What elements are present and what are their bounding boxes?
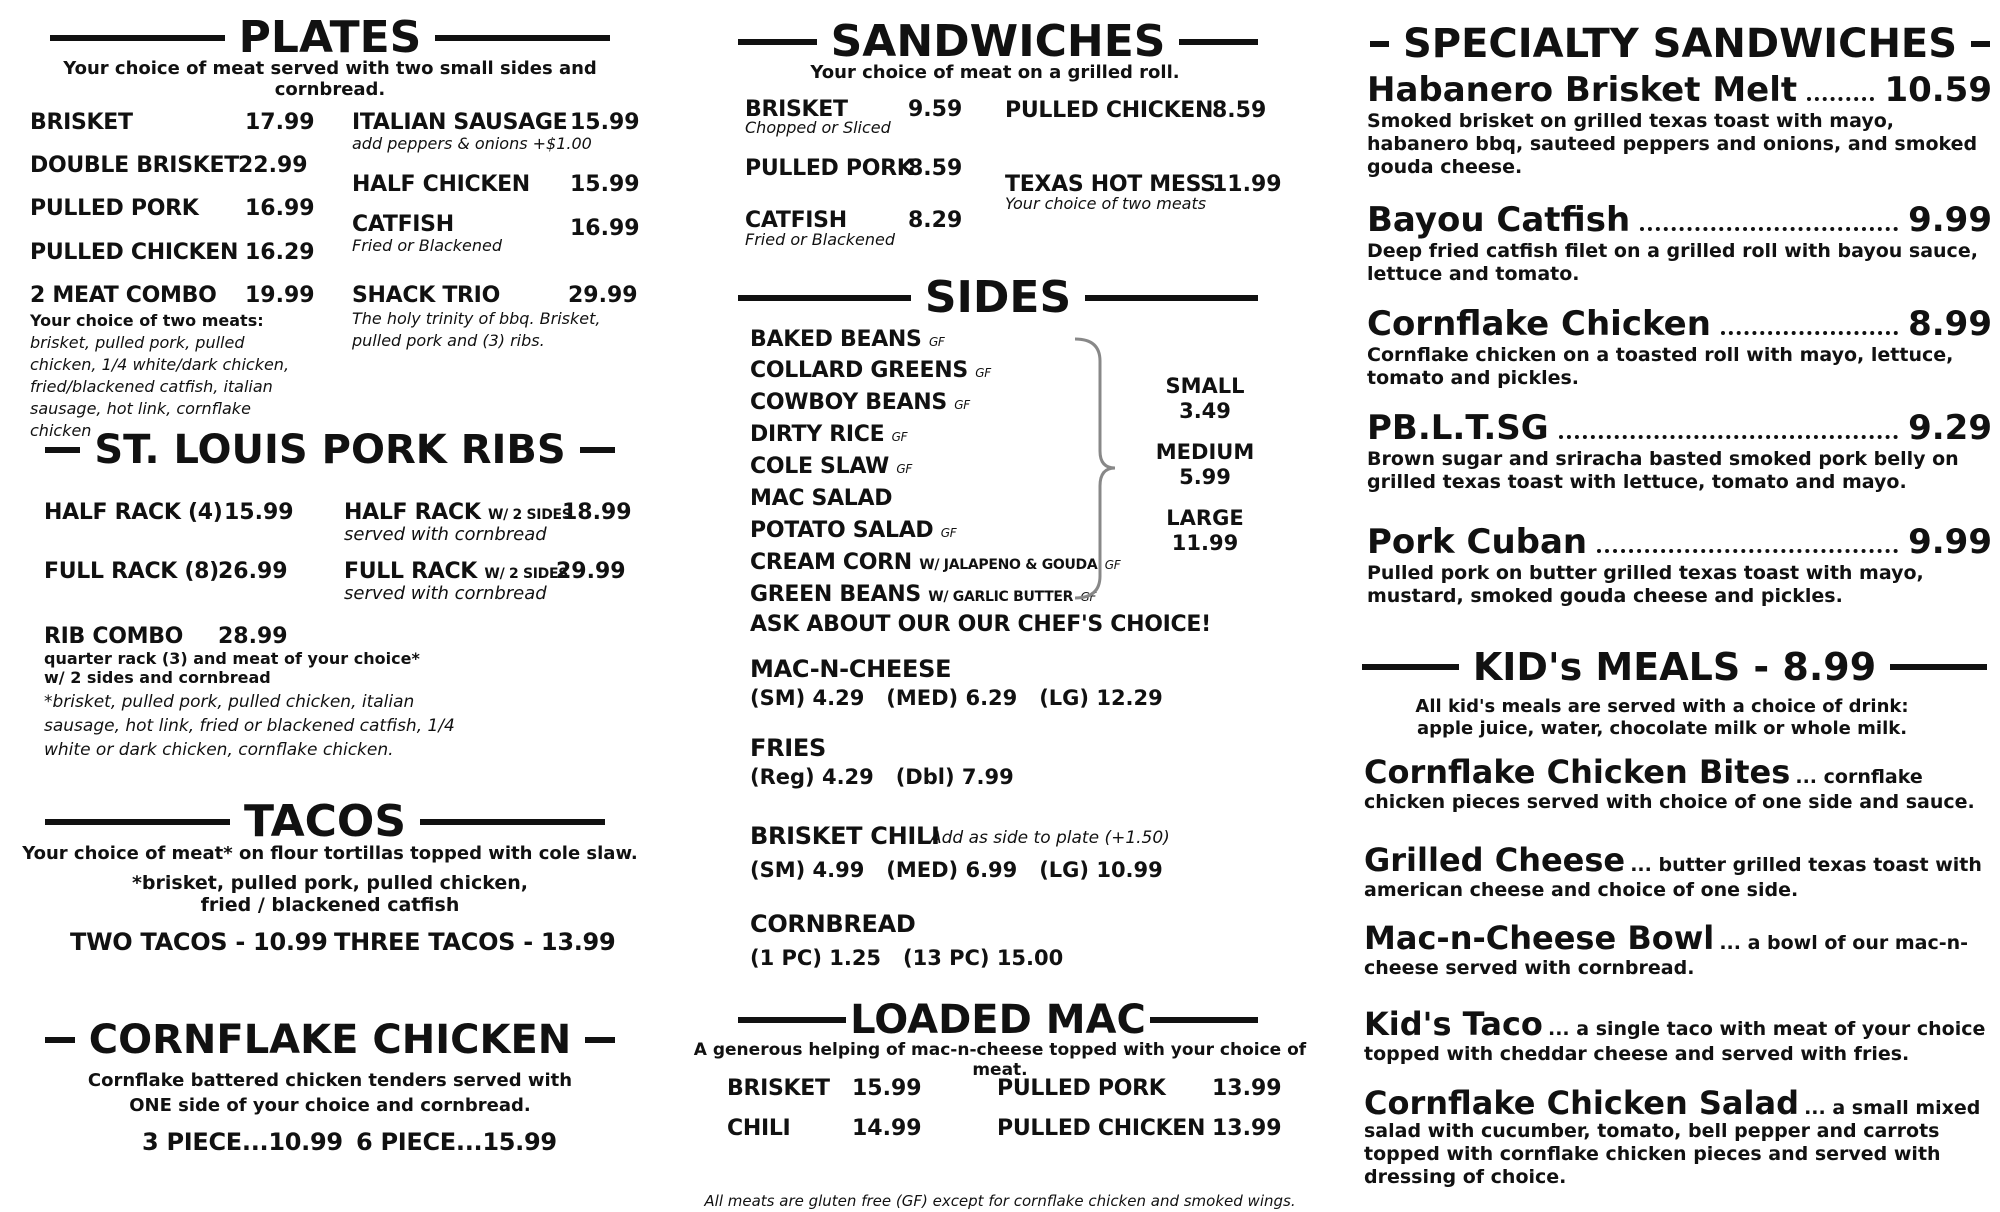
size-label: MEDIUM [1155,440,1255,464]
specialty-item-name: Cornflake Chicken [1367,304,1711,344]
rib-combo-line1: quarter rack (3) and meat of your choice* [44,649,420,668]
menu-item-name: PULLED PORK [30,196,199,221]
gf-badge: GF [891,430,908,444]
divider [738,295,911,301]
kids-item-desc: ... cornflake chicken pieces served with choice of one side and sauce. [1364,766,1975,813]
menu-item-price: 8.59 [908,156,963,181]
divider [1179,39,1258,45]
menu-item-name: PULLED CHICKEN [1005,98,1214,123]
brisket-chili-note: Add as side to plate (+1.50) [930,828,1170,848]
loaded-mac-subtitle: A generous helping of mac-n-cheese topped with your choice of meat. [693,1040,1307,1080]
combo-note-lead: Your choice of two meats: [30,311,264,330]
divider [580,447,615,453]
menu-item-note: Your choice of two meats [1005,194,1207,213]
menu-item-name: TEXAS HOT MESS [1005,172,1216,197]
divider [45,447,80,453]
menu-item-price: 9.59 [908,97,963,122]
tacos-meats-2: fried / blackened catfish [200,894,460,916]
menu-item-note: Fried or Blackened [352,236,503,255]
kids-item-desc: ... a small mixed salad with cucumber, tomato, bell pepper and carrots topped with cornflake chicken pieces and served with dressing of choice. [1364,1097,1981,1188]
side-item-name: GREEN BEANS [750,582,921,607]
sandwiches-header [738,16,1258,67]
side-item-name: MAC SALAD [750,486,893,511]
fries-title: FRIES [750,734,826,762]
side-item [750,454,912,479]
menu-item-price: 15.99 [570,172,640,197]
menu-item-note: Fried or Blackened [745,230,896,249]
size-price: 11.99 [1171,531,1239,555]
menu-item-price: 16.99 [570,216,640,241]
menu-item-name: BRISKET [727,1076,830,1101]
divider [1370,41,1389,47]
menu-item-name: PULLED CHICKEN [997,1116,1206,1141]
gf-badge: GF [896,462,912,476]
menu-item-price: 18.99 [562,500,632,525]
fries-prices: (Reg) 4.29 (Dbl) 7.99 [750,765,1014,789]
kids-item-desc: ... a bowl of our mac-n-cheese served with cornbread. [1364,932,1969,979]
menu-item-name: RIB COMBO [44,624,184,649]
size-label: LARGE [1166,506,1244,530]
menu-item-name: BRISKET [745,97,848,122]
divider [45,819,230,825]
kids-item [1364,753,1989,815]
side-item-name: COLE SLAW [750,454,890,479]
divider [1150,1017,1258,1023]
side-item-name: POTATO SALAD [750,518,934,543]
side-item [750,422,907,447]
tacos-title: TACOS [243,796,407,847]
menu-item-name [344,559,568,584]
menu-item-name: HALF CHICKEN [352,172,530,197]
kids-title: KID's MEALS - 8.99 [1472,645,1877,689]
specialty-item-price: 9.99 [1908,522,1992,562]
specialty-item-name: Habanero Brisket Melt [1367,70,1798,110]
specialty-item-name: Bayou Catfish [1367,200,1631,240]
plates-title: PLATES [238,12,422,63]
menu-item-price: 13.99 [1212,1116,1282,1141]
three-tacos-price: THREE TACOS - 13.99 [334,928,616,956]
menu-item-label: HALF RACK [344,500,481,525]
kids-item-name: Mac-n-Cheese Bowl [1364,919,1715,957]
side-item-name: BAKED BEANS [750,327,922,352]
divider [420,819,605,825]
specialty-item [1367,200,1992,286]
side-size-large [1140,506,1270,556]
menu-item-name: PULLED PORK [997,1076,1166,1101]
menu-item-price: 19.99 [245,283,315,308]
size-label: SMALL [1165,374,1245,398]
menu-item-name: ITALIAN SAUSAGE [352,110,568,135]
kids-item-name: Grilled Cheese [1364,841,1626,879]
specialty-item-price: 10.59 [1884,70,1992,110]
rib-combo-line2: w/ 2 sides and cornbread [44,668,271,687]
sides-header [738,272,1258,323]
two-tacos-price: TWO TACOS - 10.99 [70,928,328,956]
sides-title: SIDES [924,272,1072,323]
specialty-header [1370,21,1990,67]
leader-dots [1640,227,1898,231]
menu-item-name: PULLED PORK [745,156,914,181]
menu-item-price: 13.99 [1212,1076,1282,1101]
plates-subtitle: Your choice of meat served with two small sides and cornbread. [63,58,597,100]
divider [1085,295,1258,301]
cornflake-3-piece: 3 PIECE...10.99 [142,1128,343,1156]
side-item [750,486,892,511]
kids-item-desc: ... butter grilled texas toast with american cheese and choice of one side. [1364,854,1982,901]
side-size-small [1140,374,1270,424]
specialty-item-desc: Smoked brisket on grilled texas toast with mayo, habanero bbq, sauteed peppers and onions, and smoked gouda cheese. [1367,110,1978,178]
menu-item-name: PULLED CHICKEN [30,240,239,265]
kids-item [1364,1084,1989,1189]
side-item-name: DIRTY RICE [750,422,885,447]
gf-badge: GF [940,526,957,540]
specialty-item-name: PB.L.T.SG [1367,408,1549,448]
cornflake-line2: ONE side of your choice and cornbread. [129,1095,531,1116]
ribs-header [45,427,615,473]
mac-n-cheese-title: MAC-N-CHEESE [750,655,952,683]
menu-item-note: served with cornbread [344,524,547,545]
gf-badge: GF [928,335,945,349]
gf-badge: GF [1080,590,1097,604]
divider [738,39,817,45]
gf-badge: GF [954,398,970,412]
leader-dots [1597,549,1898,553]
divider [1890,664,1987,670]
specialty-item-desc: Cornflake chicken on a toasted roll with mayo, lettuce, tomato and pickles. [1367,344,1954,389]
menu-item-name: DOUBLE BRISKET [30,153,239,178]
divider [585,1037,615,1043]
kids-header [1362,645,1987,689]
specialty-item-price: 9.29 [1908,408,1992,448]
loaded-mac-header [738,997,1258,1043]
side-item-extra: W/ JALAPENO & GOUDA [919,557,1098,573]
specialty-item-desc: Pulled pork on butter grilled texas toast with mayo, mustard, smoked gouda cheese and pickles. [1367,562,1924,607]
specialty-item-price: 9.99 [1908,200,1992,240]
specialty-item-desc: Deep fried catfish filet on a grilled roll with bayou sauce, lettuce and tomato. [1367,240,1978,285]
side-size-medium [1140,440,1270,490]
kids-item [1364,919,1989,981]
menu-item-name: CATFISH [352,212,454,237]
menu-item-price: 15.99 [852,1076,922,1101]
divider [1971,41,1990,47]
side-item [750,550,1120,575]
side-item [750,358,991,383]
combo-note-text: brisket, pulled pork, pulled chicken, 1/4 white/dark chicken, fried/blackened catfish, italian sausage, hot link, cornflake chicken [30,333,290,440]
menu-item-price: 22.99 [238,153,308,178]
specialty-item-desc: Brown sugar and sriracha basted smoked pork belly on grilled texas toast with lettuce, tomato and mayo. [1367,448,1959,493]
mac-n-cheese-prices: (SM) 4.29 (MED) 6.29 (LG) 12.29 [750,686,1163,710]
menu-item-price: 14.99 [852,1116,922,1141]
menu-item-price: 16.29 [245,240,315,265]
side-item-name: CREAM CORN [750,550,912,575]
cornbread-prices: (1 PC) 1.25 (13 PC) 15.00 [750,946,1064,970]
menu-item-price: 11.99 [1212,172,1282,197]
specialty-item [1367,70,1992,179]
menu-item-price: 29.99 [568,283,638,308]
side-item [750,327,945,352]
divider [45,1037,75,1043]
plates-header [50,12,610,63]
specialty-item [1367,522,1992,608]
side-item [750,582,1096,607]
tacos-header [45,796,605,847]
specialty-item [1367,408,1992,494]
kids-item [1364,1005,1989,1067]
size-price: 3.49 [1179,399,1231,423]
divider [738,1017,846,1023]
kids-item-desc: ... a single taco with meat of your choice topped with cheddar cheese and served with fries. [1364,1018,1986,1065]
menu-item-price: 26.99 [218,559,288,584]
menu-item-extra: W/ 2 SIDES [484,566,569,582]
brace-icon [1070,336,1120,601]
kids-item [1364,841,1989,903]
kids-line1: All kid's meals are served with a choice of drink: [1415,696,1909,717]
divider [435,35,610,41]
size-price: 5.99 [1179,465,1231,489]
menu-item-name: HALF RACK (4) [44,500,223,525]
divider [1362,664,1459,670]
cornflake-6-piece: 6 PIECE...15.99 [356,1128,557,1156]
kids-line2: apple juice, water, chocolate milk or whole milk. [1416,718,1908,739]
leader-dots [1721,331,1898,335]
menu-item-name: CHILI [727,1116,791,1141]
menu-item-name: SHACK TRIO [352,283,500,308]
specialty-item [1367,304,1992,390]
menu-item-price: 8.59 [1212,98,1267,123]
menu-item-price: 29.99 [556,559,626,584]
gf-badge: GF [975,366,991,380]
menu-item-price: 15.99 [224,500,294,525]
specialty-item-price: 8.99 [1908,304,1992,344]
menu-item-name: BRISKET [30,110,133,135]
rib-combo-note: *brisket, pulled pork, pulled chicken, italian sausage, hot link, fried or blackened catfish, 1/4 white or dark chicken, cornflake chicken. [44,692,455,760]
cornflake-header [45,1017,615,1063]
specialty-item-name: Pork Cuban [1367,522,1588,562]
ribs-title: ST. LOUIS PORK RIBS [94,427,566,473]
menu-item-name: 2 MEAT COMBO [30,283,217,308]
cornflake-line1: Cornflake battered chicken tenders served with [87,1070,573,1091]
menu-item-name: CATFISH [745,208,847,233]
kids-item-name: Cornflake Chicken Bites [1364,753,1791,791]
kids-item-name: Cornflake Chicken Salad [1364,1084,1799,1122]
menu-item-extra: W/ 2 SIDES [487,507,572,523]
leader-dots [1559,435,1898,439]
kids-item-name: Kid's Taco [1364,1005,1543,1043]
gluten-free-footnote: All meats are gluten free (GF) except for cornflake chicken and smoked wings. [704,1192,1296,1210]
side-item [750,390,970,415]
side-item-name: COLLARD GREENS [750,358,968,383]
menu-item-price: 15.99 [570,110,640,135]
menu-item-price: 16.99 [245,196,315,221]
sandwiches-title: SANDWICHES [830,16,1166,67]
menu-item-note: add peppers & onions +$1.00 [352,134,592,153]
sandwiches-subtitle: Your choice of meat on a grilled roll. [810,62,1180,83]
chefs-choice: ASK ABOUT OUR OUR CHEF'S CHOICE! [750,612,1211,637]
side-item-name: COWBOY BEANS [750,390,947,415]
gf-badge: GF [1104,558,1121,572]
loaded-mac-title: LOADED MAC [850,997,1146,1043]
menu-item-price: 17.99 [245,110,315,135]
brisket-chili-prices: (SM) 4.99 (MED) 6.99 (LG) 10.99 [750,858,1163,882]
menu-item-price: 8.29 [908,208,963,233]
menu-item-note: Chopped or Sliced [745,118,891,137]
combo-note [30,310,300,442]
menu-item-label: FULL RACK [344,559,478,584]
cornflake-title: CORNFLAKE CHICKEN [88,1017,572,1063]
divider [50,35,225,41]
menu-item-note: The holy trinity of bbq. Brisket, pulled pork and (3) ribs. [352,309,601,350]
specialty-title: SPECIALTY SANDWICHES [1402,21,1958,67]
side-item-extra: W/ GARLIC BUTTER [928,589,1074,605]
menu-item-price: 28.99 [218,624,288,649]
side-item [750,518,956,543]
tacos-meats-1: *brisket, pulled pork, pulled chicken, [132,872,528,894]
menu-item-name: FULL RACK (8) [44,559,219,584]
brisket-chili-title: BRISKET CHILI [750,822,940,850]
menu-item-name [344,500,572,525]
cornbread-title: CORNBREAD [750,910,916,938]
leader-dots [1807,97,1874,101]
tacos-subtitle: Your choice of meat* on flour tortillas topped with cole slaw. [22,843,638,864]
menu-item-note: served with cornbread [344,583,547,604]
